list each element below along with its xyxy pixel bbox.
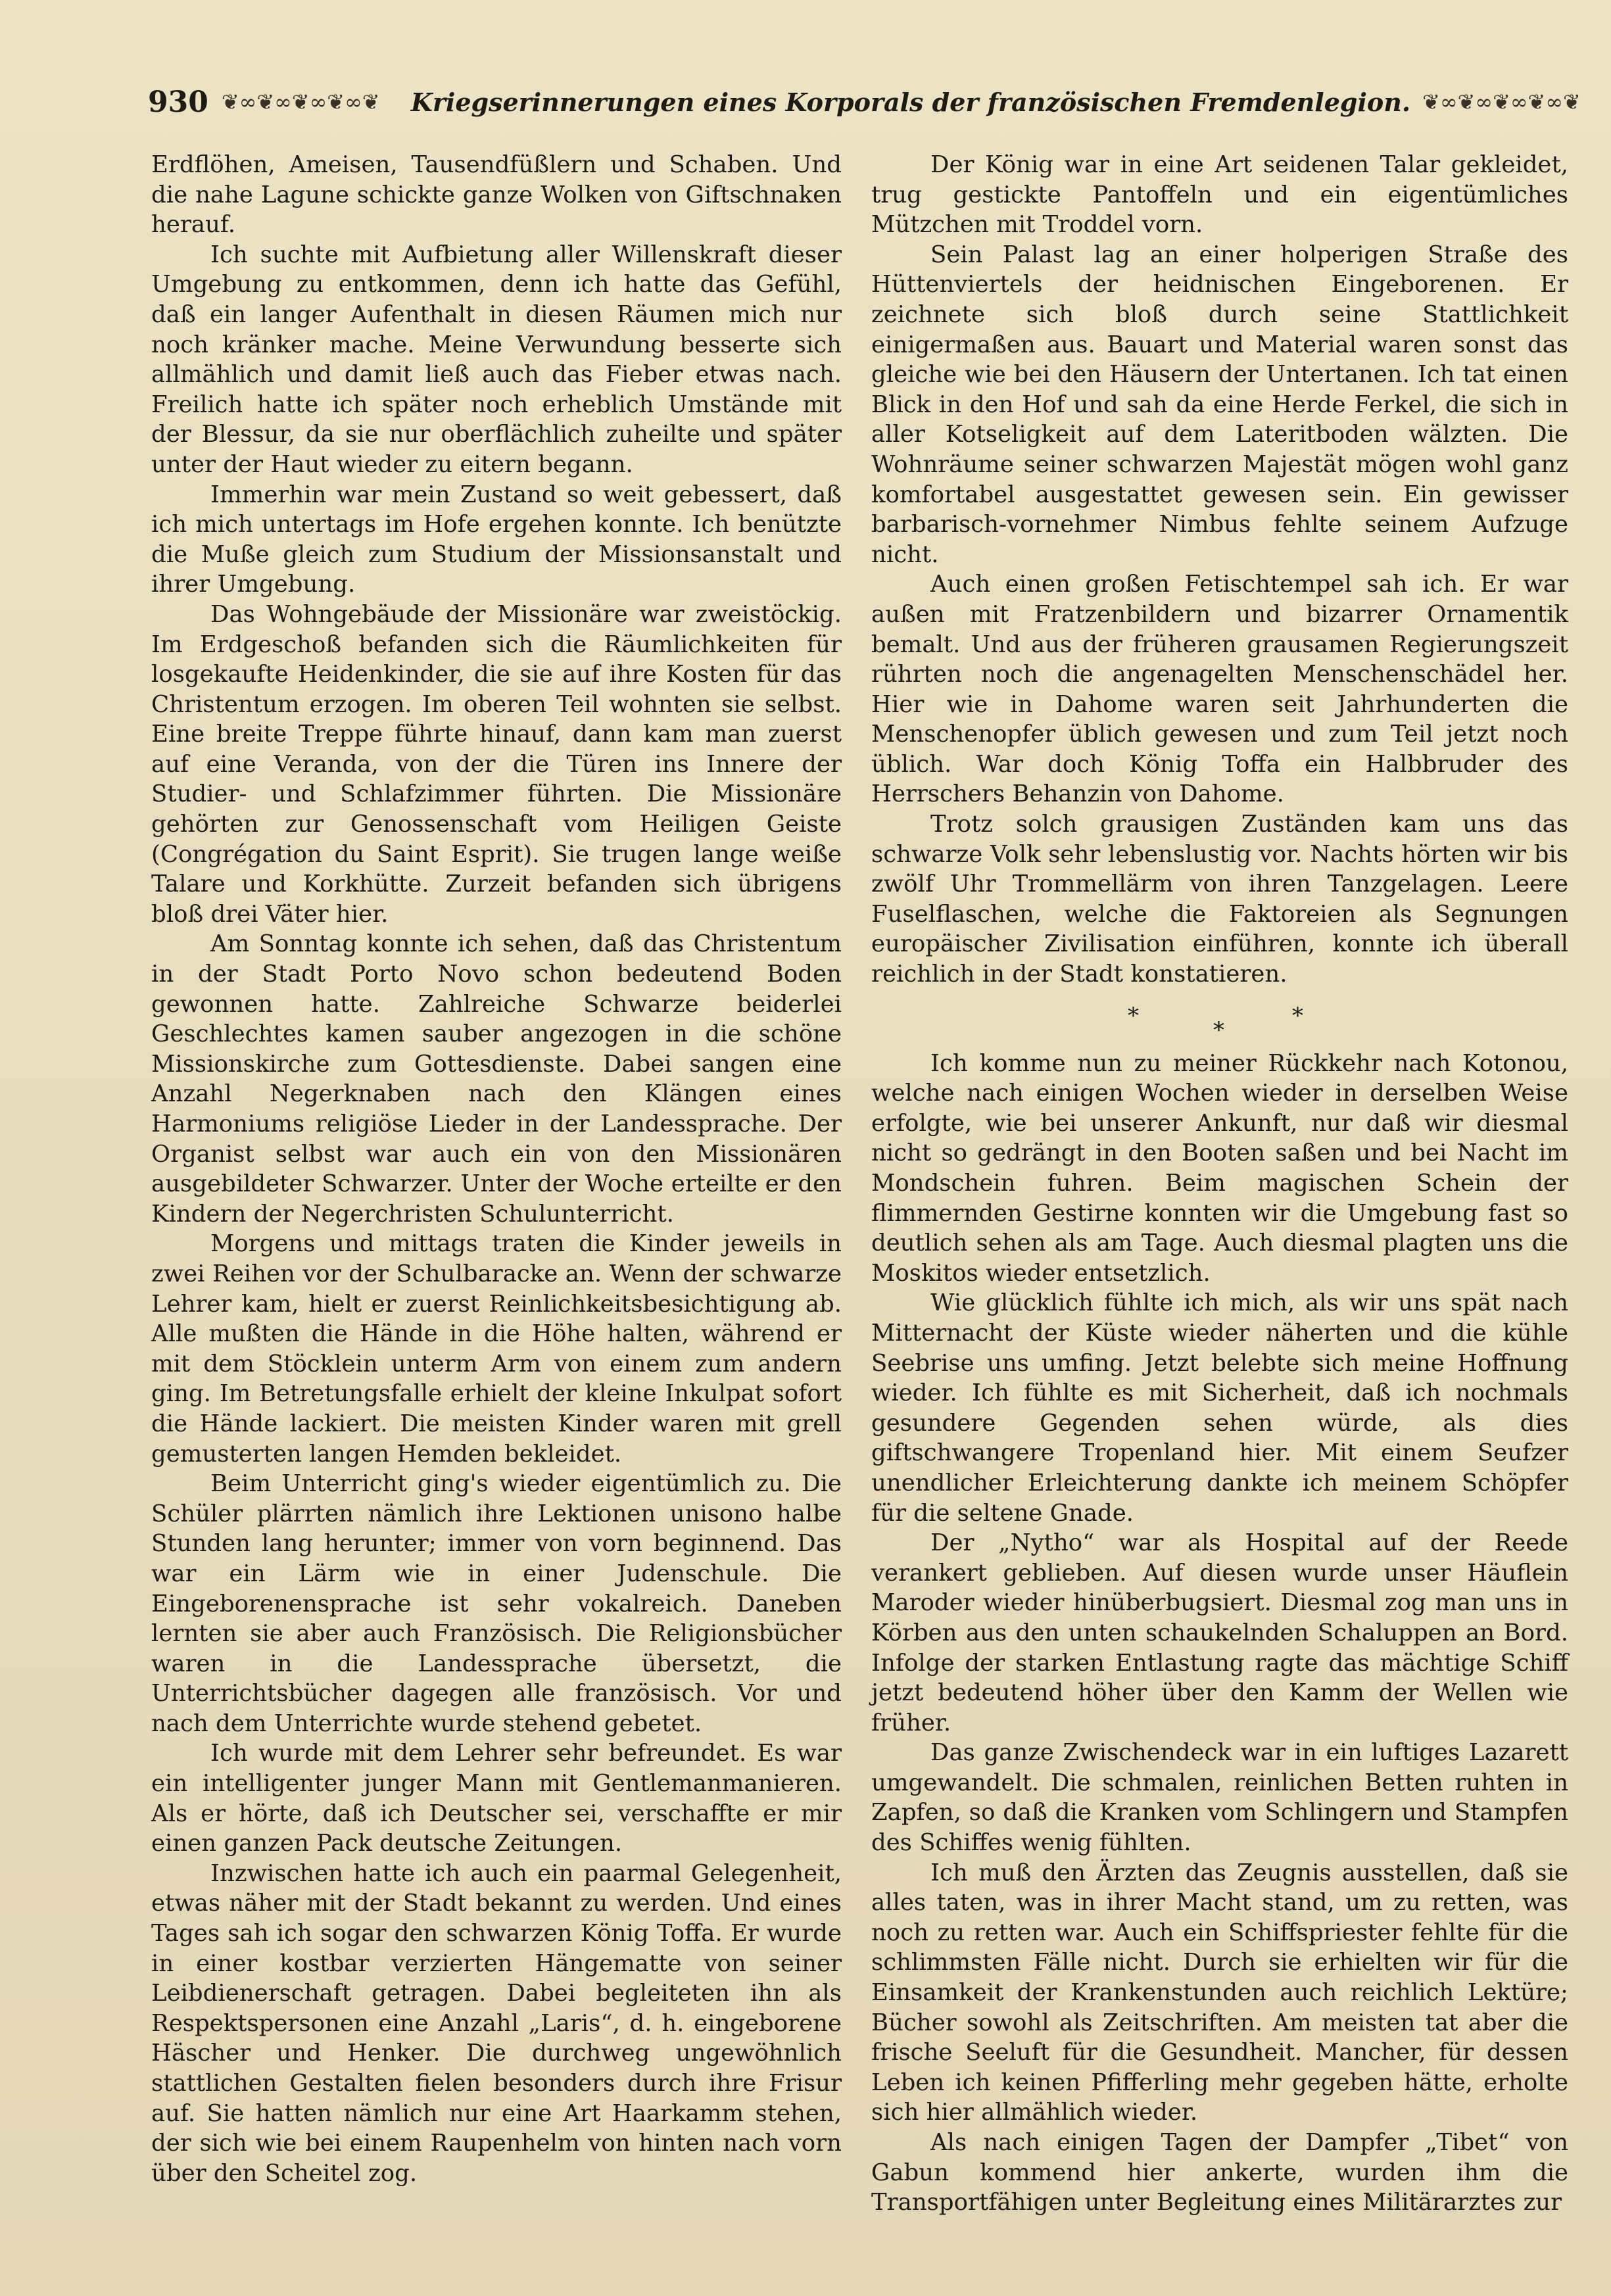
paragraph: Das ganze Zwischendeck war in ein luftiges Lazarett umgewandelt. Die schmalen, reinlichen Betten ruhten in Zapfen, so daß die Kranken vom Schlingern und Stampfen des Schiffes wenig fühlten. — [871, 1739, 1568, 1857]
paragraph: Als nach einigen Tagen der Dampfer „Tibet“ von Gabun kommend hier ankerte, wurden ihm die Transportfähigen unter Begleitung eines Militärarztes zur — [871, 2129, 1568, 2216]
page-number: 930 — [148, 85, 208, 119]
paragraph: Sein Palast lag an einer holperigen Straße des Hüttenviertels der heidnischen Eingeborenen. Er zeichnete sich bloß durch seine Stattlichkeit einigermaßen aus. Bauart und Material waren sonst das gleiche wie bei den Häusern der Untertanen. Ich tat einen Blick in den Hof und sah da eine Herde Ferkel, die sich in aller Kotseligkeit auf dem Lateritboden wälzten. Die Wohnräume seiner schwarzen Majestät mögen wohl ganz komfortabel ausgestattet gewesen sein. Ein gewisser barbarisch-vornehmer Nimbus fehlte seinem Aufzuge nicht. — [871, 241, 1568, 568]
left-column — [151, 150, 842, 2188]
paragraph: Immerhin war mein Zustand so weit gebessert, daß ich mich untertags im Hofe ergehen konnte. Ich benützte die Muße gleich zum Studium der Missionsanstalt und ihrer Umgebung. — [151, 481, 842, 598]
running-title: Kriegserinnerungen eines Korporals der französischen Fremdenlegion. — [410, 87, 1411, 117]
section-separator — [871, 990, 1568, 1049]
separator-star: * — [1292, 1002, 1303, 1029]
separator-star: * — [1213, 1016, 1224, 1043]
ornament-left-icon: ❦∞❦∞❦∞❦∞❦ — [221, 89, 380, 114]
paragraph: Ich komme nun zu meiner Rückkehr nach Kotonou, welche nach einigen Wochen wieder in derselben Weise erfolgte, wie bei unserer Ankunft, nur daß wir diesmal nicht so gedrängt in den Booten saßen und bei Nacht im Mondschein fuhren. Beim magischen Schein der flimmernden Gestirne konnten wir die Umgebung fast so deutlich sehen als am Tage. Auch diesmal plagten uns die Moskitos wieder entsetzlich. — [871, 1049, 1568, 1287]
paragraph: Ich wurde mit dem Lehrer sehr befreundet. Es war ein intelligenter junger Mann mit Gentlemanmanieren. Als er hörte, daß ich Deutscher sei, verschaffte er mir einen ganzen Pack deutsche Zeitungen. — [151, 1740, 842, 1857]
separator-star: * — [1128, 1002, 1139, 1029]
paragraph: Der „Nytho“ war als Hospital auf der Reede verankert geblieben. Auf diesen wurde unser Häuflein Maroder wieder hinüberbugsiert. Diesmal zog man uns in Körben aus den unten schaukelnden Schaluppen an Bord. Infolge der starken Entlastung ragte das mächtige Schiff jetzt bedeutend höher über den Kamm der Wellen wie früher. — [871, 1529, 1568, 1736]
paragraph: Beim Unterricht ging's wieder eigentümlich zu. Die Schüler plärrten nämlich ihre Lektionen unisono halbe Stunden lang herunter; immer von vorn beginnend. Das war ein Lärm wie in einer Judenschule. Die Eingeborenensprache ist sehr vokalreich. Daneben lernten sie aber auch Französisch. Die Religionsbücher waren in die Landessprache übersetzt, die Unterrichtsbücher dagegen alle französisch. Vor und nach dem Unterrichte wurde stehend gebetet. — [151, 1470, 842, 1737]
paragraph: Ich suchte mit Aufbietung aller Willenskraft dieser Umgebung zu entkommen, denn ich hatte das Gefühl, daß ein langer Aufenthalt in diesen Räumen mich nur noch kränker mache. Meine Verwundung besserte sich allmählich und damit ließ auch das Fieber etwas nach. Freilich hatte ich später noch erheblich Umstände mit der Blessur, da sie nur oberflächlich zuheilte und später unter der Haut wieder zu eitern begann. — [151, 241, 842, 478]
page-header — [148, 79, 1581, 125]
paragraph: Ich muß den Ärzten das Zeugnis ausstellen, daß sie alles taten, was in ihrer Macht stand, um zu retten, was noch zu retten war. Auch ein Schiffspriester fehlte für die schlimmsten Fälle nicht. Durch sie erhielten wir für die Einsamkeit der Krankenstunden auch reichlich Lektüre; Bücher sowohl als Zeitschriften. Am meisten tat aber die frische Seeluft für die Gesundheit. Mancher, für dessen Leben ich keinen Pfifferling mehr gegeben hätte, erholte sich hier allmählich wieder. — [871, 1859, 1568, 2126]
paragraph: Der König war in eine Art seidenen Talar gekleidet, trug gestickte Pantoffeln und ein eigentümliches Mützchen mit Troddel vorn. — [871, 151, 1568, 239]
paragraph: Das Wohngebäude der Missionäre war zweistöckig. Im Erdgeschoß befanden sich die Räumlichkeiten für losgekaufte Heidenkinder, die sie auf ihre Kosten für das Christentum erzogen. Im oberen Teil wohnten sie selbst. Eine breite Treppe führte hinauf, dann kam man zuerst auf eine Veranda, von der die Türen ins Innere der Studier- und Schlafzimmer führten. Die Missionäre gehörten zur Genossenschaft vom Heiligen Geiste (Congrégation du Saint Esprit). Sie trugen lange weiße Talare und Korkhütte. Zurzeit befanden sich übrigens bloß drei Väter hier. — [151, 600, 842, 928]
paragraph: Am Sonntag konnte ich sehen, daß das Christentum in der Stadt Porto Novo schon bedeutend Boden gewonnen hatte. Zahlreiche Schwarze beiderlei Geschlechtes kamen sauber angezogen in die schöne Missionskirche zum Gottesdienste. Dabei sangen eine Anzahl Negerknaben nach den Klängen eines Harmoniums religiöse Lieder in der Landessprache. Der Organist selbst war auch ein von den Missionären ausgebildeter Schwarzer. Unter der Woche erteilte er den Kindern der Negerchristen Schulunterricht. — [151, 930, 842, 1228]
paragraph: Inzwischen hatte ich auch ein paarmal Gelegenheit, etwas näher mit der Stadt bekannt zu werden. Und eines Tages sah ich sogar den schwarzen König Toffa. Er wurde in einer kostbar verzierten Hängematte von seiner Leibdienerschaft getragen. Dabei begleiteten ihn als Respektspersonen eine Anzahl „Laris“, d. h. eingeborene Häscher und Henker. Die durchweg ungewöhnlich stattlichen Gestalten fielen besonders durch ihre Frisur auf. Sie hatten nämlich nur eine Art Haarkamm stehen, der sich wie bei einem Raupenhelm von hinten nach vorn über den Scheitel zog. — [151, 1859, 842, 2187]
paragraph: Erdflöhen, Ameisen, Tausendfüßlern und Schaben. Und die nahe Lagune schickte ganze Wolken von Giftschnaken herauf. — [151, 151, 842, 239]
right-column — [871, 150, 1568, 2218]
paragraph: Morgens und mittags traten die Kinder jeweils in zwei Reihen vor der Schulbaracke an. Wenn der schwarze Lehrer kam, hielt er zuerst Reinlichkeitsbesichtigung ab. Alle mußten die Hände in die Höhe halten, während er mit dem Stöcklein unterm Arm von einem zum andern ging. Im Betretungsfalle erhielt der kleine Inkulpat sofort die Hände lackiert. Die meisten Kinder waren mit grell gemusterten langen Hemden bekleidet. — [151, 1230, 842, 1468]
paragraph: Auch einen großen Fetischtempel sah ich. Er war außen mit Fratzenbildern und bizarrer Ornamentik bemalt. Und aus der früheren grausamen Regierungszeit rührten noch die angenagelten Menschenschädel her. Hier wie in Dahome waren seit Jahrhunderten die Menschenopfer üblich gewesen und zum Teil jetzt noch üblich. War doch König Toffa ein Halbbruder des Herrschers Behanzin von Dahome. — [871, 571, 1568, 808]
paragraph: Wie glücklich fühlte ich mich, als wir uns spät nach Mitternacht der Küste wieder näherten und die kühle Seebrise uns umfing. Jetzt belebte sich meine Hoffnung wieder. Ich fühlte es mit Sicherheit, daß ich nochmals gesundere Gegenden sehen würde, als dies giftschwangere Tropenland hier. Mit einem Seufzer unendlicher Erleichterung dankte ich meinem Schöpfer für die seltene Gnade. — [871, 1289, 1568, 1527]
paragraph: Trotz solch grausigen Zuständen kam uns das schwarze Volk sehr lebenslustig vor. Nachts hörten wir bis zwölf Uhr Trommellärm von ihren Tanzgelagen. Leere Fuselflaschen, welche die Faktoreien als Segnungen europäischer Zivilisation einführen, konnte ich überall reichlich in der Stadt konstatieren. — [871, 811, 1568, 988]
ornament-right-icon: ❦∞❦∞❦∞❦∞❦ — [1422, 89, 1581, 114]
